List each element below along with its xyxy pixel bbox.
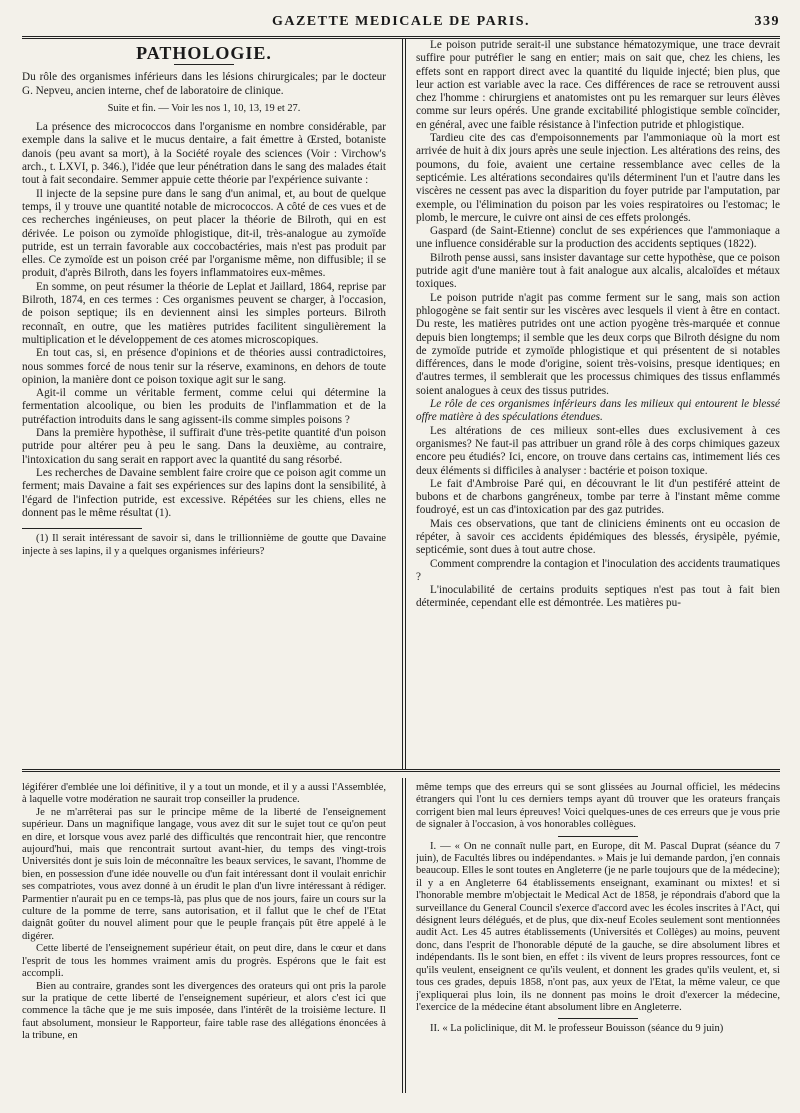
title-rule	[174, 64, 234, 65]
paragraph: Gaspard (de Saint-Etienne) conclut de ses expériences que l'ammoniaque a une influence considérable sur la production des accidents septiques (1822).	[416, 225, 780, 251]
page-number: 339	[754, 14, 780, 29]
paragraph-italic-lead: Le rôle de ces organismes inférieurs dans les milieux qui entourent le blessé offre matière à des spéculations étendues.	[416, 398, 780, 424]
paragraph: Le poison putride serait-il une substance hématozymique, une trace devrait suffire pour putréfier le sang en entier; mais on sait que, chez les chiens, les effets sont en rapport direct avec la quantité du liquide injecté; bien plus, que leur action est variable avec la race. Ces différences de race se retrouvent aussi chez l'homme : chirurgiens et anatomistes ont pu les remarquer sur leurs élèves comme sur leurs opérés. Une grande excitabilité phlogistique semble coïncider, en général, avec une faible résistance à l'infection putride et phlogistique.	[416, 39, 780, 131]
column-rule	[402, 778, 403, 1093]
footnote-rule	[22, 528, 142, 529]
paragraph: En somme, on peut résumer la théorie de Leplat et Jaillard, 1864, reprise par Bilroth, 1874, en ces termes : Ces organismes peuvent se charger, à l'occasion, de poison septique; ils en deviennent ainsi les simples porteurs. Bilroth reconnaît, en outre, que les matières putrides facilitent singulièrement la multiplication et le développement de ces atomes microscopiques.	[22, 280, 386, 346]
section-title: PATHOLOGIE.	[136, 43, 272, 63]
paragraph: En tout cas, si, en présence d'opinions et de théories aussi contradictoires, nous sommes forcé de nous tenir sur la réserve, examinons, en dehors de toute opinion, la manière dont ce poison toxique agit sur le sang.	[22, 347, 386, 386]
paragraph: Bilroth pense aussi, sans insister davantage sur cette hypothèse, que ce poison putride agit d'une manière tout à fait analogue aux alcalis, alcaloïdes et métaux toxiques.	[416, 251, 780, 291]
paragraph: Mais ces observations, que tant de cliniciens éminents ont eu occasion de répéter, à savoir ces accidents épidémiques des blessés, érysipèle, pyémie, septicémie, sont dues à tout autre chose.	[416, 517, 780, 557]
lower-left-column	[22, 782, 386, 1092]
newspaper-page	[22, 14, 780, 1104]
paragraph: Bien au contraire, grandes sont les divergences des orateurs qui ont pris la parole sur la pratique de cette liberté de l'enseignement supérieur, et alors c'est ici que commence la tâche que je me suis imposée, dans l'intérêt de la troisième lecture. Il faut absolument, monsieur le Rapporteur, faire table rase des allégations énoncées à la tribune, en	[22, 980, 386, 1042]
paragraph: Les recherches de Davaine semblent faire croire que ce poison agit comme un ferment; mais Davaine a fait ses expériences sur des lapins dont la sensibilité, à l'égard de l'infection putride, est excessive. Répétées sur les chiens, elles ne donnent pas le même résultat (1).	[22, 466, 386, 519]
right-column	[416, 39, 780, 769]
paragraph: Le poison putride n'agit pas comme ferment sur le sang, mais son action phlogogène se fait sentir sur les viscères avec lesquels il vient à être en contact. Du reste, les matières putrides ont une action pyogène très-marquée et connue depuis bien longtemps; il semble que les deux corps que Bilroth désigne du nom de zymoïde putride et zymoïde phlogistique et qui présentent de si notables différences, dans le mode d'origine, soient très-voisins, presque identiques; en d'autres termes, il semblerait que les processus chimiques des tissus enflammés soient analogues à ceux des tissus putrides.	[416, 291, 780, 397]
item-separator	[558, 1018, 638, 1019]
paragraph: Cette liberté de l'enseignement supérieur était, on peut dire, dans le cœur et dans l'esprit de tous les hommes vraiment amis du progrès. Espérons que le fait est accompli.	[22, 943, 386, 980]
left-column	[22, 39, 386, 769]
upper-section	[22, 39, 780, 769]
paragraph: même temps que des erreurs qui se sont glissées au Journal officiel, les médecins étrangers qui l'ont lu ces derniers temps ayant dû trouver que les orateurs français corrigent bien mal leurs épreuves! Voici quelques-unes de ces erreurs que je vous prie de signaler à l'occasion, à vos honorables collègues.	[416, 782, 780, 831]
column-rule	[405, 778, 406, 1093]
paragraph: Comment comprendre la contagion et l'inoculation des accidents traumatiques ?	[416, 557, 780, 583]
paragraph: I. — « On ne connaît nulle part, en Europe, dit M. Pascal Duprat (séance du 7 juin), de Facultés libres ou indépendantes. » Mais je lui demande pardon, j'en connais beaucoup. Elles le sont toutes en Angleterre (je ne parle toujours que de la médecine); il y a en Angleterre 64 établissements enseignant, examinant ou mixtes! et si l'honorable membre m'objectait le Medical Act de 1858, je répondrais d'abord que la surveillance du General Council s'exerce d'accord avec les écoles inscrites à l'Act, qui désignent leurs délégués, et de plus, que dix-neuf Ecoles seulement sont mentionnées audit Act. Les 45 autres établissements (Universités et Collèges) au moins, peuvent donc, dans l'esprit de l'honorable député de la gauche, se dire absolument libres et indépendants. Ils le sont bien, en effet : ils vivent de leurs propres ressources, font ce qu'ils veulent, enseignent ce qu'ils veulent, et donnent les grades qu'ils veulent, et, si tous ces grades, depuis 1858, n'ont pas, aux yeux de l'Etat, la même valeur, ce que j'expliquerai plus loin, ils ne donnent pas moins le droit d'exercer la médecine, l'exercice de la médecine étant absolument libre en Angleterre.	[416, 840, 780, 1013]
column-rule	[402, 39, 403, 769]
paragraph: Agit-il comme un véritable ferment, comme celui qui détermine la fermentation alcoolique, ou bien les produits de l'inflammation et de la putréfaction introduits dans le sang agissent-ils comme simples poisons ?	[22, 387, 386, 426]
paragraph: L'inoculabilité de certains produits septiques n'est pas tout à fait bien déterminée, cependant elle est démontrée. Les matières pu-	[416, 584, 780, 610]
continuation-note: Suite et fin. — Voir les nos 1, 10, 13, 19 et 27.	[107, 102, 301, 114]
paragraph: Je ne m'arrêterai pas sur le principe même de la liberté de l'enseignement supérieur. Dans un magnifique langage, vous avez dit sur le sujet tout ce qu'on peut en dire, et lorsque vous avez parlé des difficultés que rencontrait hier, que rencontre aujourd'hui, mais que rencontrait surtout avant-hier, du temps des vingt-trois Universités dont je suis loin de méconnaître les beaux services, le savant, l'homme de bien, en possession d'une idée nouvelle ou d'un fait intéressant dont il voulait enrichir ses compatriotes, vous avez donné à un érudit le plan d'un livre intéressant à rédiger. Parmentier n'aurait pu en ce temps-là, pas plus que de nos jours, faire un cours sur la culture de la pomme de terre, sans autorisation, et il fallut que le chef de l'Etat daignât goûter du nouvel aliment pour que le peuple français pût être appelé à le digérer.	[22, 806, 386, 942]
paragraph: Dans la première hypothèse, il suffirait d'une très-petite quantité d'un poison putride pour altérer peu à peu le sang. Dans la deuxième, au contraire, l'intoxication du sang serait en rapport avec la quantité du sang résorbé.	[22, 427, 386, 466]
paragraph: Les altérations de ces milieux sont-elles dues exclusivement à ces organismes? Ne faut-il pas attribuer un grand rôle à des corps chimiques gazeux encore peu étudiés? Ici, encore, on trouve dans certains cas, intimement liés ces deux éléments si difficiles à analyser : bactérie et poison toxique.	[416, 424, 780, 477]
item-separator	[558, 836, 638, 837]
italic-lead: Le rôle de ces organismes inférieurs dans les milieux qui entourent le blessé	[430, 398, 780, 411]
paragraph: légiférer d'emblée une loi définitive, il y a tout un monde, et il y a aussi l'Assemblée, à laquelle votre modération ne saurait trop conseiller la prudence.	[22, 782, 386, 806]
lower-right-column	[416, 782, 780, 1092]
feuilleton-rule	[22, 769, 780, 772]
lower-section	[22, 778, 780, 1093]
footnote: (1) Il serait intéressant de savoir si, dans le trillionnième de goutte que Davaine injecte à ses lapins, il y a quelques organismes inférieurs?	[22, 533, 386, 557]
running-header	[22, 14, 780, 36]
paragraph: La présence des micrococcos dans l'organisme en nombre considérable, par exemple dans la salive et le mucus dentaire, a fait émettre à Œrsted, botaniste danois (peu avant sa mort), à la Société royale des sciences (Voir : Virchow's arch., t. LXVI, p. 346.), l'idée que leur pénétration dans le sang des malades était tout à fait secondaire. Semmer appuie cette théorie par l'expérience suivante :	[22, 121, 386, 187]
journal-title: GAZETTE MEDICALE DE PARIS.	[271, 14, 531, 29]
paragraph: Le fait d'Ambroise Paré qui, en découvrant le lit d'un pestiféré atteint de bubons et de charbons gangréneux, tombe par terre à l'instant même comme foudroyé, est un cas d'intoxication par des gaz putrides.	[416, 477, 780, 517]
article-title: Du rôle des organismes inférieurs dans les lésions chirurgicales; par le docteur G. Nepveu, ancien interne, chef de laboratoire de clinique.	[22, 71, 386, 97]
column-rule	[405, 39, 406, 769]
paragraph: Il injecte de la sepsine pure dans le sang d'un animal, et, au bout de quelque temps, il y trouve une quantité notable de micrococcos. A côté de ces vues et de ces recherches ingénieuses, on peut placer la théorie de Bilroth, qui en est dérivée. Le poison ou zymoïde phlogistique, dit-il, très-analogue au zymoïde putride, est un terrain favorable aux coccobactéries, mais n'est pas produit par elles. Ce zymoïde est un poison créé par l'organisme même, non diffusible; il se produit, d'après Bilroth, dans les foyers inflammatoires eux-mêmes.	[22, 187, 386, 280]
paragraph: Tardieu cite des cas d'empoisonnements par l'ammoniaque où la mort est arrivée de huit à dix jours après une seule injection. Les altérations des reins, des poumons, du foie, avaient une certaine ressemblance avec celles de la septicémie. Les altérations secondaires qu'ils déterminent l'un et l'autre dans les viscères ne cessent pas avec la disparition du foyer putride par l'amputation, par exemple, ou l'élimination du poison par les voies respiratoires ou l'estomac; le plomb, le mercure, le cuivre ont ainsi de ces effets prolongés.	[416, 132, 780, 224]
paragraph: II. « La policlinique, dit M. le professeur Bouisson (séance du 9 juin)	[430, 1023, 724, 1035]
